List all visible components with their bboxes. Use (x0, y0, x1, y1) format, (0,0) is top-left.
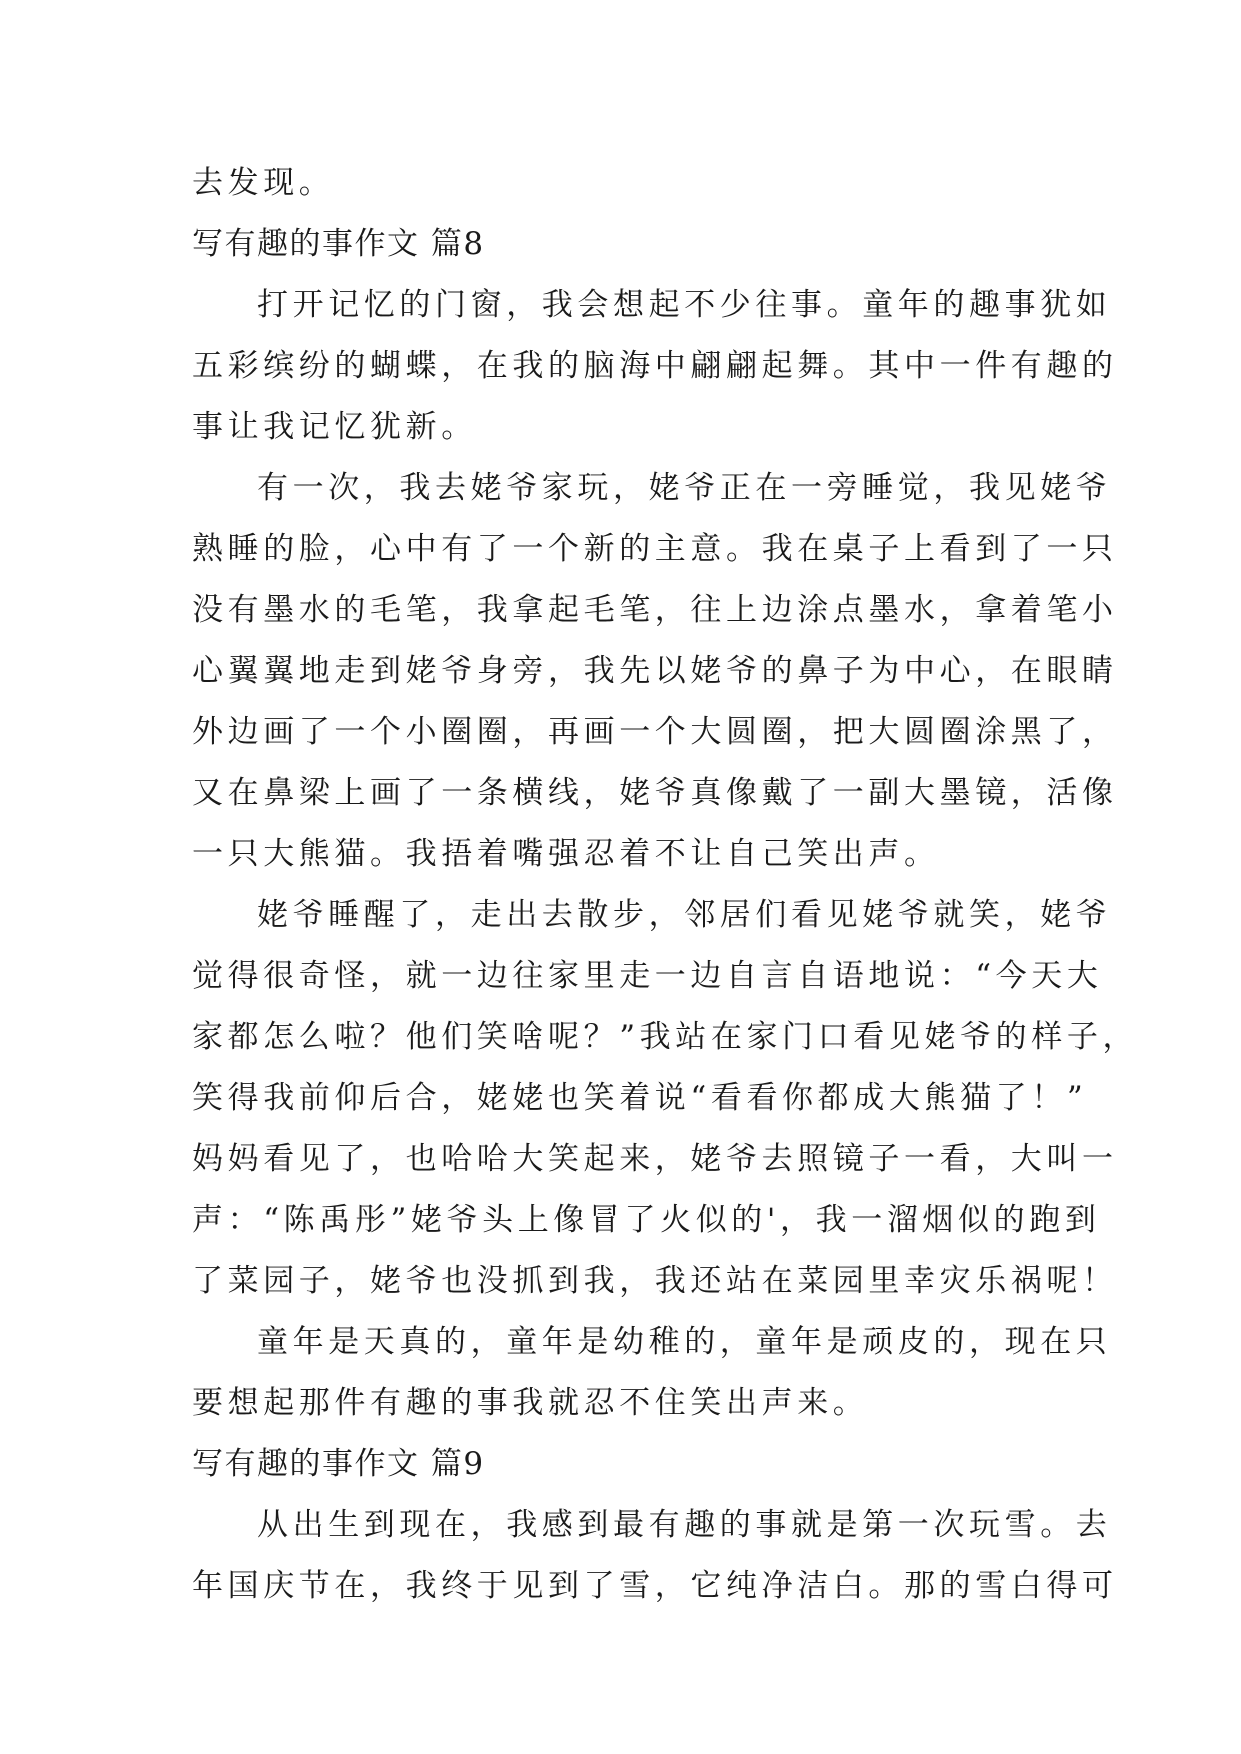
paragraph-line: 家都怎么啦？他们笑啥呢？”我站在家门口看见姥爷的样子， (192, 1019, 1139, 1055)
paragraph-line: 心翼翼地走到姥爷身旁，我先以姥爷的鼻子为中心，在眼睛 (192, 653, 1118, 689)
paragraph-line: 要想起那件有趣的事我就忍不住笑出声来。 (192, 1385, 869, 1421)
document-body (192, 153, 1139, 1617)
paragraph-line: 笑得我前仰后合，姥姥也笑着说“看看你都成大熊猫了！” (192, 1080, 1088, 1116)
paragraph-line: 又在鼻梁上画了一条横线，姥爷真像戴了一副大墨镜，活像 (192, 775, 1118, 811)
paragraph-line: 有一次，我去姥爷家玩，姥爷正在一旁睡觉，我见姥爷 (257, 470, 1112, 506)
paragraph-line: 没有墨水的毛笔，我拿起毛笔，往上边涂点墨水，拿着笔小 (192, 592, 1118, 628)
section-heading: 写有趣的事作文 篇8 (192, 226, 485, 262)
paragraph-line: 觉得很奇怪，就一边往家里走一边自言自语地说：“今天大 (192, 958, 1103, 994)
paragraph-line: 了菜园子，姥爷也没抓到我，我还站在菜园里幸灾乐祸呢！ (192, 1263, 1118, 1299)
paragraph-line: 五彩缤纷的蝴蝶，在我的脑海中翩翩起舞。其中一件有趣的 (192, 348, 1118, 384)
paragraph-line: 姥爷睡醒了，走出去散步，邻居们看见姥爷就笑，姥爷 (257, 897, 1112, 933)
paragraph-line: 童年是天真的，童年是幼稚的，童年是顽皮的，现在只 (257, 1324, 1112, 1360)
section-heading: 写有趣的事作文 篇9 (192, 1446, 485, 1482)
paragraph-line: 打开记忆的门窗，我会想起不少往事。童年的趣事犹如 (257, 287, 1112, 323)
paragraph-line: 年国庆节在，我终于见到了雪，它纯净洁白。那的雪白得可 (192, 1568, 1118, 1604)
paragraph-line: 妈妈看见了，也哈哈大笑起来，姥爷去照镜子一看，大叫一 (192, 1141, 1118, 1177)
paragraph-line: 去发现。 (192, 165, 335, 201)
paragraph-line: 一只大熊猫。我捂着嘴强忍着不让自己笑出声。 (192, 836, 940, 872)
paragraph-line: 外边画了一个小圈圈，再画一个大圆圈，把大圆圈涂黑了， (192, 714, 1118, 750)
paragraph-line: 事让我记忆犹新。 (192, 409, 477, 445)
paragraph-line: 熟睡的脸，心中有了一个新的主意。我在桌子上看到了一只 (192, 531, 1118, 567)
paragraph-line: 从出生到现在，我感到最有趣的事就是第一次玩雪。去 (257, 1507, 1112, 1543)
paragraph-line: 声：“陈禹彤”姥爷头上像冒了火似的'，我一溜烟似的跑到 (192, 1202, 1101, 1238)
